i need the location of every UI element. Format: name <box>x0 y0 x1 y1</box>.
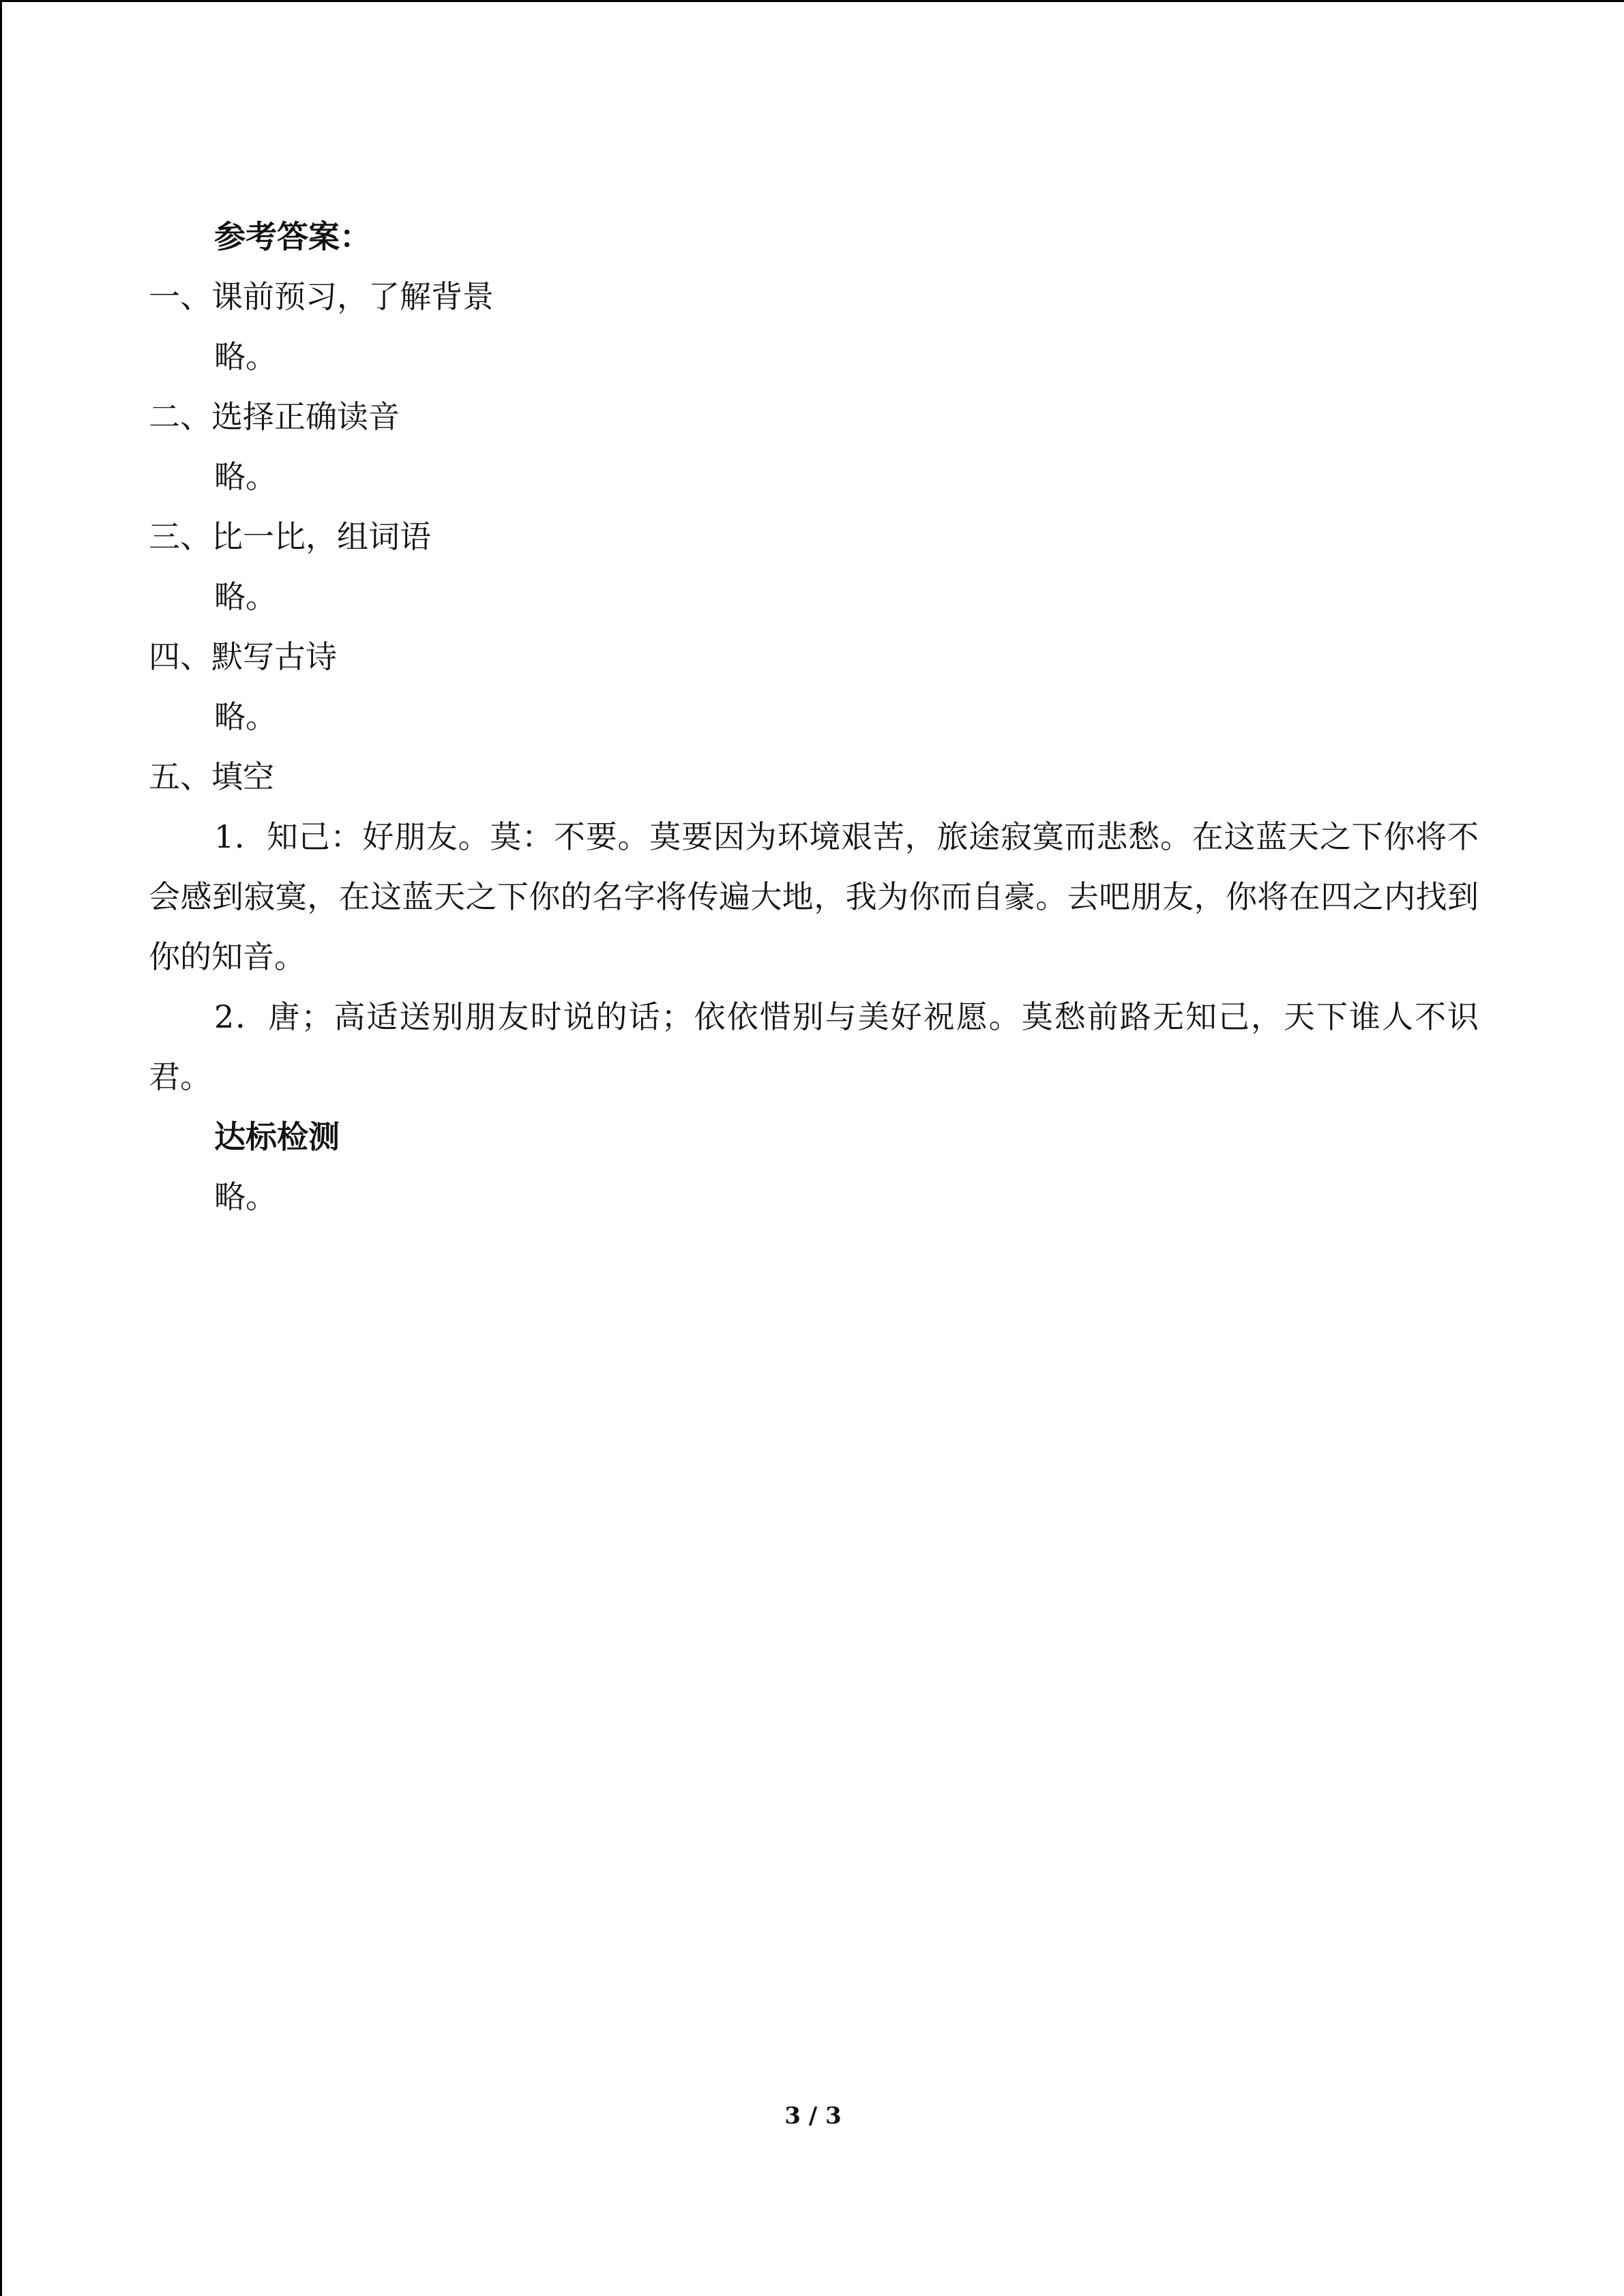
section-body-poem-dictation: 略。 <box>214 698 277 735</box>
section-title-preview: 一、课前预习，了解背景 <box>149 278 494 315</box>
section-title-fill-blank: 五、填空 <box>149 758 274 795</box>
section-title-poem-dictation: 四、默写古诗 <box>149 638 337 675</box>
answer-content <box>149 207 1479 1227</box>
section-body-test: 略。 <box>214 1178 277 1215</box>
answers-heading: 参考答案： <box>214 218 371 255</box>
fill-blank-item-1: 1．知己：好朋友。莫：不要。莫要因为环境艰苦，旅途寂寞而悲愁。在这蓝天之下你将不会感到寂寞，在这蓝天之下你的名字将传遍大地，我为你而自豪。去吧朋友，你将在四之内找到你的知音。 <box>149 818 1479 975</box>
fill-blank-item-2: 2．唐；高适送别朋友时说的话；依依惜别与美好祝愿。莫愁前路无知己，天下谁人不识君。 <box>149 998 1479 1095</box>
section-body-compare-words: 略。 <box>214 578 277 615</box>
section-title-compare-words: 三、比一比，组词语 <box>149 518 431 555</box>
section-title-pronunciation: 二、选择正确读音 <box>149 398 400 435</box>
section-body-preview: 略。 <box>214 338 277 375</box>
section-title-test: 达标检测 <box>214 1118 340 1155</box>
page-number: 3 / 3 <box>784 2102 842 2130</box>
section-body-pronunciation: 略。 <box>214 458 277 495</box>
